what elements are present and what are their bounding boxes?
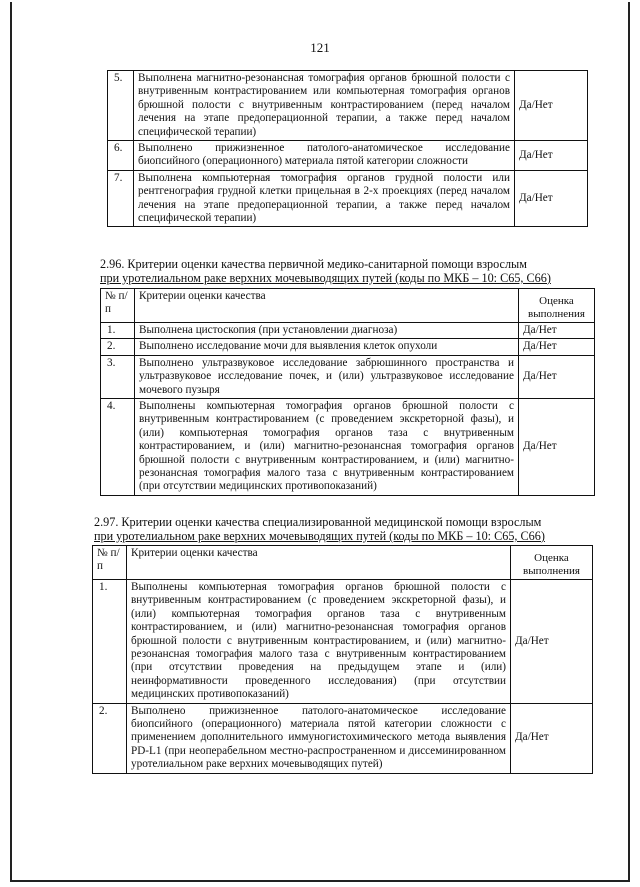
table-row	[101, 355, 595, 398]
document-page	[10, 2, 630, 882]
row-number: 2.	[101, 339, 135, 355]
row-number: 1.	[101, 323, 135, 339]
answer-cell: Да/Нет	[511, 580, 593, 704]
criterion-text: Выполнено ультразвуковое исследование забрюшинного пространства и ультразвуковое исследование почек, и (или) ультразвуковое исследование мочевого пузыря	[135, 355, 519, 398]
row-number: 6.	[108, 141, 134, 171]
criterion-text: Выполнено прижизненное патолого-анатомическое исследование биопсийного (операционного) материала пятой категории сложности с применением дополнительного иммуногистохимического метода выявления PD-L1 (при неоперабельном местно-распространенном и диссеминированном уротелиальном раке верхних мочевыводящих путей)	[127, 703, 511, 773]
column-header-assessment: Оценка выполнения	[519, 289, 595, 323]
column-header-assessment: Оценка выполнения	[511, 546, 593, 580]
answer-cell: Да/Нет	[511, 703, 593, 773]
table-row	[108, 71, 588, 141]
answer-cell: Да/Нет	[515, 170, 588, 227]
criteria-table-2-96	[100, 288, 595, 496]
criterion-text: Выполнена компьютерная томография органов грудной полости или рентгенография грудной клетки прицельная в 2-х проекциях (перед началом лечения на этапе предоперационной терапии, а также перед началом специфической терапии)	[134, 170, 515, 227]
criteria-table-2-97	[92, 545, 593, 774]
row-number: 7.	[108, 170, 134, 227]
table-row	[101, 399, 595, 496]
table-row	[108, 141, 588, 171]
answer-cell: Да/Нет	[515, 141, 588, 171]
row-number: 1.	[93, 580, 127, 704]
row-number: 5.	[108, 71, 134, 141]
criterion-text: Выполнена цистоскопия (при установлении диагноза)	[135, 323, 519, 339]
section-2-97-heading	[94, 516, 592, 544]
answer-cell: Да/Нет	[519, 323, 595, 339]
row-number: 4.	[101, 399, 135, 496]
column-header-criterion: Критерии оценки качества	[135, 289, 519, 323]
criterion-text: Выполнена магнитно-резонансная томография органов брюшной полости с внутривенным контрастированием или компьютерная томография органов брюшной полости с внутривенным контрастированием (перед началом лечения на этапе предоперационной терапии, а также перед началом специфической терапии)	[134, 71, 515, 141]
page-number: 121	[310, 40, 330, 55]
table-row	[101, 339, 595, 355]
criterion-text: Выполнено исследование мочи для выявления клеток опухоли	[135, 339, 519, 355]
column-header-criterion: Критерии оценки качества	[127, 546, 511, 580]
section-2-96-heading	[100, 258, 594, 286]
answer-cell: Да/Нет	[519, 355, 595, 398]
table-header-row	[93, 546, 593, 580]
table-header-row	[101, 289, 595, 323]
criterion-text: Выполнены компьютерная томография органов брюшной полости с внутривенным контрастированием (с проведением экскреторной фазы), и (или) компьютерная томография органов таза с внутривенным контрастированием, и (или) магнитно-резонансная томография органов брюшной полости с внутривенным контрастированием, и (или) магнитно-резонансная томография малого таза с внутривенным контрастированием (при отсутствии проведения на предыдущем этапе и (или) неинформативности проведенного исследования) (при отсутствии медицинских противопоказаний)	[127, 580, 511, 704]
row-number: 3.	[101, 355, 135, 398]
answer-cell: Да/Нет	[519, 339, 595, 355]
table-row	[108, 170, 588, 227]
section-title-line: 2.96. Критерии оценки качества первичной медико-санитарной помощи взрослым	[100, 257, 527, 271]
table-row	[93, 580, 593, 704]
column-header-number: № п/п	[101, 289, 135, 323]
criteria-table-continued	[107, 70, 588, 227]
table-row	[93, 703, 593, 773]
section-title-line: при уротелиальном раке верхних мочевыводящих путей (коды по МКБ – 10: С65, С66)	[94, 528, 545, 543]
row-number: 2.	[93, 703, 127, 773]
answer-cell: Да/Нет	[515, 71, 588, 141]
table-row	[101, 323, 595, 339]
answer-cell: Да/Нет	[519, 399, 595, 496]
criterion-text: Выполнено прижизненное патолого-анатомическое исследование биопсийного (операционного) материала пятой категории сложности	[134, 141, 515, 171]
section-title-line: 2.97. Критерии оценки качества специализированной медицинской помощи взрослым	[94, 515, 542, 529]
criterion-text: Выполнены компьютерная томография органов брюшной полости с внутривенным контрастированием (с проведением экскреторной фазы), и (или) компьютерная томография органов таза с внутривенным контрастированием, и (или) магнитно-резонансная томография органов брюшной полости с внутривенным контрастированием, и (или) магнитно-резонансная томография малого таза с внутривенным контрастированием (при отсутствии медицинских противопоказаний)	[135, 399, 519, 496]
column-header-number: № п/п	[93, 546, 127, 580]
section-title-line: при уротелиальном раке верхних мочевыводящих путей (коды по МКБ – 10: С65, С66)	[100, 270, 551, 285]
